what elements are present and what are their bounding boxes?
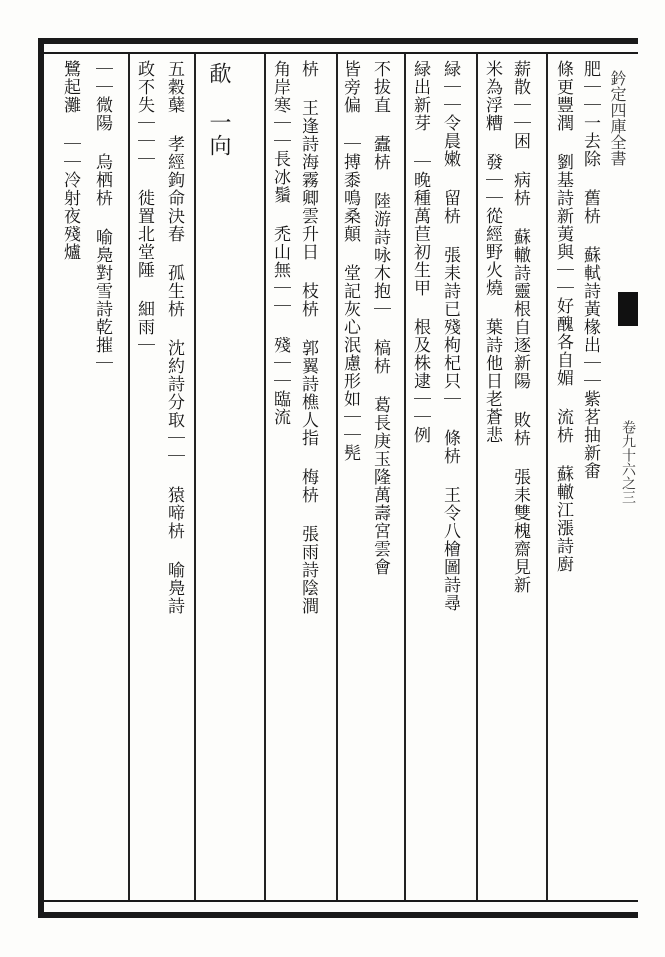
text-column: 枿 王逢詩海霧卿雲升日 枝枿 郭翼詩樵人指 梅枿 張雨詩陰澗 <box>298 60 318 615</box>
column-rule <box>128 54 130 900</box>
text-column: 米為浮糟 發｜｜從經野火燒 葉詩他日老蒼悲 <box>482 60 502 444</box>
text-column: 皆旁偏 ｜搏黍鳴桑顛 堂記灰心泯慮形如｜｜髡 <box>340 60 360 462</box>
column-rule <box>264 54 266 900</box>
text-column: ｜｜微陽 烏栖枿 喻鳧對雪詩乾摧｜ <box>92 60 112 372</box>
text-column: 肥｜｜一去除 舊枿 蘇軾詩黃椽出｜｜紫茗抽新畬 <box>580 60 600 480</box>
text-column: 政不失｜｜｜ 徙置北堂陲 細雨｜ <box>134 60 154 354</box>
text-column: 不拔直 蠹枿 陸游詩咏木抱｜ 槁枿 葛長庚玉隆萬壽宮雲會 <box>370 60 390 576</box>
text-column: 鷺起灘 ｜｜冷射夜殘爐 <box>60 60 80 261</box>
text-column: 角岸寒｜｜長冰鬚 禿山無｜｜ 殘｜｜臨流 <box>270 60 290 426</box>
text-column: 五穀蘖 孝經鉤命決春 孤生枿 沈約詩分取｜｜ 猿啼枿 喻鳧詩 <box>164 60 184 615</box>
column-rule <box>476 54 478 900</box>
text-column: 歃 一向 <box>206 62 231 157</box>
bottom-rule <box>38 900 638 902</box>
text-column: 緑出新芽 ｜晚種萬苣初生甲 根及株逮｜｜例 <box>410 60 430 444</box>
column-rule <box>336 54 338 900</box>
text-column: 緑｜｜令晨嫩 留枿 張耒詩已殘枸杞只｜ 條枿 王令八檜圖詩尋 <box>440 60 460 612</box>
text-column: 薪散｜｜困 病枿 蘇轍詩靈根自逐新陽 敗枿 張耒雙槐齋見新 <box>510 60 530 594</box>
text-column: 條更豐潤 劉基詩新荑與｜｜好醜各自媚 流枿 蘇轍江漲詩廚 <box>553 60 573 573</box>
column-rule <box>546 54 548 900</box>
edge-volume: 卷九十六之三 <box>620 420 636 504</box>
column-rule <box>194 54 196 900</box>
fish-tail-mark <box>618 292 638 326</box>
edge-title: 鈐定四庫全書 <box>608 70 627 166</box>
column-rule <box>404 54 406 900</box>
